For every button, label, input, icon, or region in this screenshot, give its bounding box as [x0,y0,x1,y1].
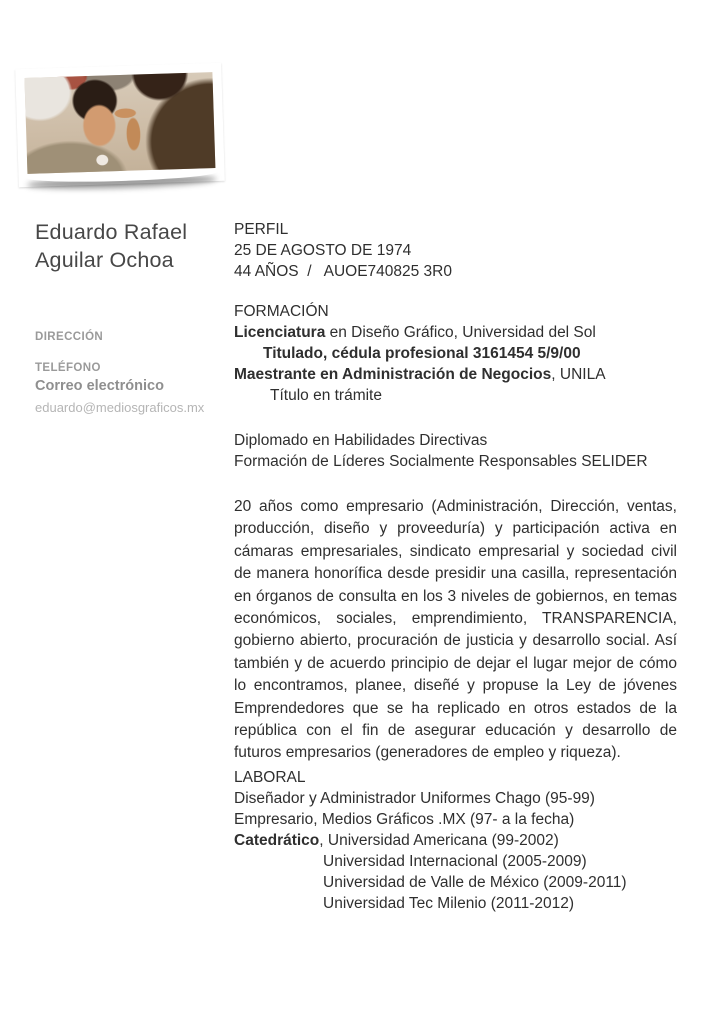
university-item-1: Universidad Internacional (2005-2009) [323,852,587,870]
diploma-item-1: Diplomado en Habilidades Directivas [234,432,488,449]
phone-label: TELÉFONO [35,362,101,374]
person-name-line1: Eduardo Rafael [35,220,188,244]
job-item-3-title: Catedrático [234,831,320,849]
job-item-2: Empresario, Medios Gráficos .MX (97- a la fecha) [234,810,575,828]
profile-photo [24,72,215,174]
formacion-heading: FORMACIÓN [234,303,329,320]
diploma-item-2: Formación de Líderes Socialmente Responsables SELIDER [234,453,648,470]
degree-licenciatura-title: Licenciatura [234,324,326,341]
job-item-1: Diseñador y Administrador Uniformes Chago (95-99) [234,789,595,807]
person-name-line2: Aguilar Ochoa [35,248,174,272]
degree-maestria-title: Maestrante en Administración de Negocios [234,366,552,383]
university-item-2: Universidad de Valle de México (2009-2011) [323,873,627,891]
email-value: eduardo@mediosgraficos.mx [35,400,205,415]
degree-maestria-status: Título en trámite [270,387,382,404]
university-item-3: Universidad Tec Milenio (2011-2012) [323,894,575,912]
perfil-section [234,219,677,282]
perfil-heading: PERFIL [234,221,289,238]
address-label: DIRECCIÓN [35,331,104,343]
job-item-3 [234,830,677,851]
formacion-section [234,301,677,406]
cv-main-column [234,219,677,938]
degree-licenciatura-detail: en Diseño Gráfico, Universidad del Sol [325,324,596,341]
profile-photo-frame [15,63,225,187]
degree-licenciatura-cedula: Titulado, cédula profesional 3161454 5/9/00 [263,345,581,362]
diplomas-section [234,430,677,472]
laboral-section [234,767,677,914]
job-item-3-detail: , Universidad Americana (99-2002) [319,831,559,849]
birth-date: 25 DE AGOSTO DE 1974 [234,242,412,259]
degree-licenciatura [234,322,677,343]
laboral-heading: LABORAL [234,768,306,786]
person-name [35,218,187,274]
degree-maestria [234,364,677,385]
age-and-id: 44 AÑOS / AUOE740825 3R0 [234,263,452,280]
email-label: Correo electrónico [35,378,164,394]
degree-maestria-school: , UNILA [551,366,606,383]
professional-summary: 20 años como empresario (Administración, Dirección, ventas, producción, diseño y proveeduría) y participación activa en cámaras empresariales, sindicato empresarial y sociedad civil de manera honorífica desde presidir una casilla, representación en órganos de consulta en los 3 niveles de gobiernos, en temas económicos, sociales, emprendimiento, TRANSPARENCIA, gobierno abierto, procuración de justicia y desarrollo social. Así también y de acuerdo principio de dejar el lugar mejor de cómo lo encontramos, planee, diseñé y propuse la Ley de jóvenes Emprendedores que se ha replicado en otros estados de la república con el fin de asegurar educación y desarrollo de futuros empresarios (generadores de empleo y riqueza). [234,498,677,762]
